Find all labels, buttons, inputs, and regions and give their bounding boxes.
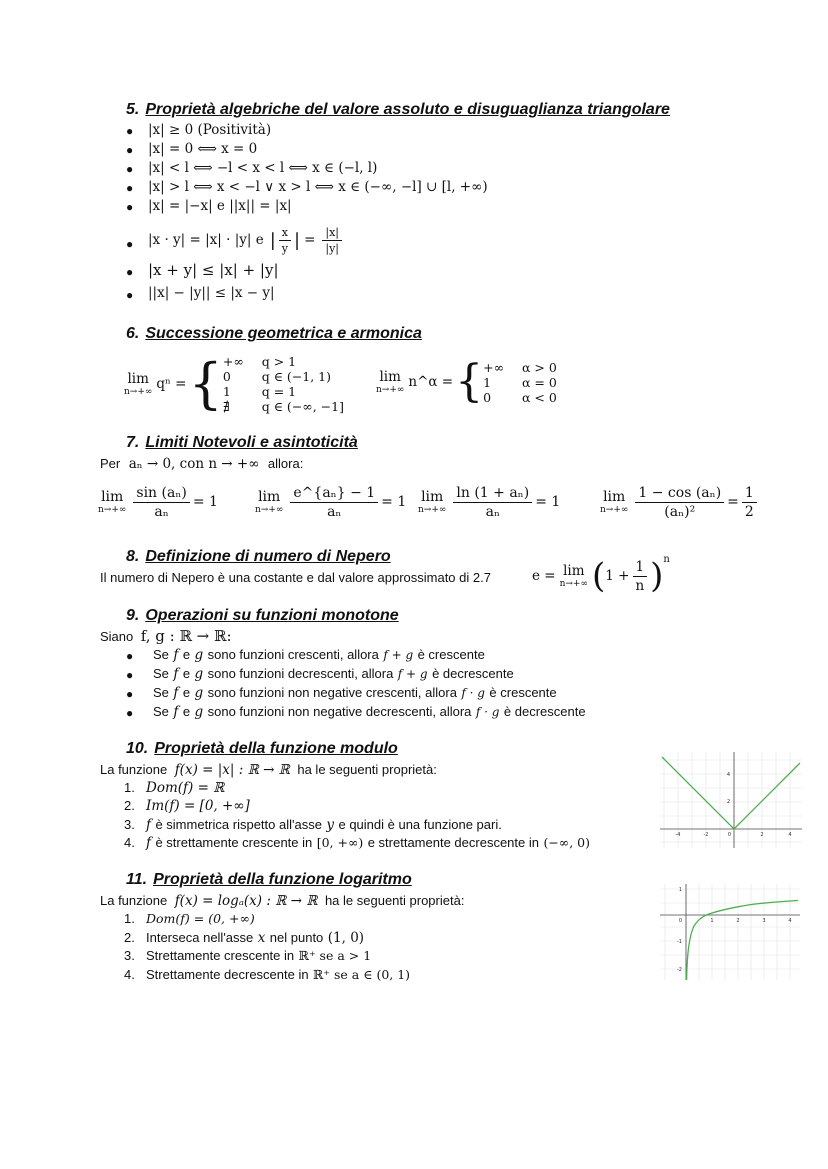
lim-operator bbox=[600, 489, 628, 515]
section-5-title bbox=[126, 101, 670, 119]
s5-item-8: ||x| − |y|| ≤ |x − y| bbox=[148, 285, 275, 301]
s7-intro-b: allora: bbox=[267, 456, 304, 471]
tick-x: 0 bbox=[678, 918, 682, 924]
s5-item-3: |x| < l ⟺ −l < x < l ⟺ x ∈ (−l, l) bbox=[148, 160, 378, 176]
s6-arm-expr: n^α = bbox=[408, 374, 454, 390]
tick-y: 4 bbox=[726, 772, 730, 778]
math: ℝ⁺ se a ∈ (0, 1) bbox=[313, 967, 411, 982]
s5-frac-den: y bbox=[281, 241, 288, 255]
text: è decrescente bbox=[503, 704, 586, 719]
text: è crescente bbox=[417, 647, 485, 662]
lim-sub: n→+∞ bbox=[559, 579, 588, 589]
s5-frac-abs-den: |y| bbox=[325, 241, 340, 255]
lim-sub: n→+∞ bbox=[418, 505, 447, 515]
s8-text: Il numero di Nepero è una costante e dal valore approssimato di 2.7 bbox=[100, 570, 491, 585]
s7-intro-math: aₙ → 0, con n → +∞ bbox=[128, 456, 260, 472]
math-f: f bbox=[173, 685, 179, 701]
s7-frac-exp bbox=[290, 485, 378, 520]
list-number: 4. bbox=[124, 835, 135, 850]
section-5-heading: Proprietà algebriche del valore assoluto e disuguaglianza triangolare bbox=[145, 101, 670, 118]
s5-item-5: |x| = |−x| e ||x|| = |x| bbox=[148, 198, 292, 214]
s8-frac bbox=[632, 559, 647, 594]
s7-frac-cos bbox=[635, 485, 724, 520]
lim-sub: n→+∞ bbox=[255, 505, 284, 515]
s11-intro bbox=[100, 892, 464, 910]
s9-item-3 bbox=[153, 684, 557, 702]
frac-num: sin (aₙ) bbox=[133, 485, 189, 503]
lim-label: lim bbox=[379, 369, 401, 385]
s6-geo-cases bbox=[223, 354, 350, 414]
section-9-number: 9. bbox=[126, 607, 140, 624]
s5-item-6: |x · y| = |x| · |y| e | $\frac{x}{y}$ | = $\frac{|x|}{|y|}$ bbox=[148, 222, 345, 258]
section-9-heading: Operazioni su funzioni monotone bbox=[145, 607, 399, 624]
bullet: ● bbox=[126, 687, 134, 701]
bullet: ● bbox=[126, 649, 134, 663]
s5-frac-abs-num: |x| bbox=[322, 226, 342, 241]
frac-den: n bbox=[635, 577, 645, 594]
bullet: ● bbox=[126, 265, 134, 279]
section-10-number: 10. bbox=[126, 740, 149, 757]
s7-limit-sin bbox=[98, 478, 218, 526]
s6-arm-cases bbox=[483, 360, 563, 405]
lim-operator bbox=[560, 563, 588, 589]
section-5-number: 5. bbox=[126, 101, 140, 118]
math-f: f bbox=[173, 647, 179, 663]
text: e bbox=[182, 704, 191, 719]
case-value: 0 bbox=[483, 389, 492, 405]
lim-sub: n→+∞ bbox=[124, 387, 153, 397]
lim-operator bbox=[124, 371, 152, 397]
frac-den: aₙ bbox=[485, 503, 500, 520]
limit-result: = 1 bbox=[192, 494, 218, 510]
e-equals: e = bbox=[532, 568, 556, 584]
s11-intro-b: ha le seguenti proprietà: bbox=[324, 893, 465, 908]
lim-operator bbox=[376, 369, 404, 395]
s6-geo-expr: qⁿ = bbox=[156, 376, 187, 392]
bullet: ● bbox=[126, 237, 134, 251]
s10-item-4 bbox=[124, 834, 590, 852]
list-number: 3. bbox=[124, 948, 135, 963]
lim-label: lim bbox=[258, 489, 281, 505]
text: è decrescente bbox=[432, 666, 514, 681]
frac-num: e^{aₙ} − 1 bbox=[290, 485, 378, 503]
math: y bbox=[326, 817, 335, 833]
section-7-heading: Limiti Notevoli e asintoticità bbox=[145, 434, 358, 451]
s5-frac-num: x bbox=[279, 226, 291, 241]
case-cond: q ∈ (−∞, −1] bbox=[261, 399, 344, 414]
text: Se bbox=[153, 666, 169, 681]
s10-intro-a: La funzione bbox=[100, 762, 168, 777]
tick-x: 4 bbox=[788, 832, 792, 838]
exponent: n bbox=[663, 554, 670, 565]
frac-num: 1 bbox=[633, 559, 648, 577]
case-cond: α < 0 bbox=[522, 389, 557, 405]
left-brace: { bbox=[455, 356, 484, 407]
tick-y: 2 bbox=[726, 799, 730, 805]
s11-item-1 bbox=[124, 910, 255, 928]
bullet: ● bbox=[126, 200, 134, 214]
tick-y: -1 bbox=[677, 939, 682, 945]
section-11-heading: Proprietà della funzione logaritmo bbox=[153, 871, 412, 888]
case-cond: q = 1 bbox=[261, 384, 297, 399]
text: Strettamente crescente in bbox=[146, 948, 295, 963]
s10-item-2 bbox=[124, 797, 250, 815]
bullet: ● bbox=[126, 706, 134, 720]
bullet: ● bbox=[126, 124, 134, 138]
s5-fraction-abs bbox=[322, 226, 342, 255]
math: (−∞, 0) bbox=[543, 835, 590, 850]
list-number: 4. bbox=[124, 967, 135, 982]
s5-product-rule: |x · y| = |x| · |y| e bbox=[148, 232, 264, 248]
text: sono funzioni crescenti, allora bbox=[207, 647, 379, 662]
s9-intro-math: f, g : ℝ → ℝ: bbox=[140, 627, 232, 645]
lim-operator bbox=[255, 489, 283, 515]
tick-y: -2 bbox=[677, 967, 682, 973]
lim-operator bbox=[418, 489, 446, 515]
math: x bbox=[257, 930, 266, 946]
math-g: g bbox=[194, 666, 204, 682]
tick-x: 1 bbox=[710, 918, 714, 924]
tick-x: 0 bbox=[727, 832, 731, 838]
s6-harmonic-limit bbox=[376, 354, 563, 410]
case-cond: α = 0 bbox=[522, 374, 557, 390]
case-value: 1 bbox=[222, 384, 231, 399]
section-6-title bbox=[126, 325, 422, 343]
section-10-heading: Proprietà della funzione modulo bbox=[154, 740, 398, 757]
text: e quindi è una funzione pari. bbox=[338, 817, 502, 832]
text: sono funzioni non negative crescenti, allora bbox=[207, 685, 457, 700]
case-value: +∞ bbox=[222, 354, 244, 369]
math-f: f bbox=[173, 666, 179, 682]
s5-item-4: |x| > l ⟺ x < −l ∨ x > l ⟺ x ∈ (−∞, −l] ∪ [l, +∞) bbox=[148, 179, 488, 195]
bullet: ● bbox=[126, 668, 134, 682]
s10-item-3 bbox=[124, 816, 502, 834]
math: Im(f) = [0, +∞] bbox=[146, 798, 250, 814]
text: Interseca nell'asse bbox=[146, 930, 254, 945]
s11-intro-math: f(x) = logₐ(x) : ℝ → ℝ bbox=[174, 893, 318, 909]
frac-den: (aₙ)² bbox=[664, 503, 696, 520]
s10-intro-b: ha le seguenti proprietà: bbox=[297, 762, 437, 777]
s8-nepero-formula: e = lim n→+∞ ( 1 + $\frac{1}{n}$ ) n bbox=[532, 554, 670, 596]
math-op: f + g bbox=[383, 648, 414, 662]
frac-num: 1 bbox=[742, 485, 757, 503]
math: f bbox=[146, 835, 151, 851]
limit-result: = 1 bbox=[381, 494, 407, 510]
frac-num: 1 − cos (aₙ) bbox=[635, 485, 724, 503]
tick-x: 3 bbox=[762, 918, 766, 924]
section-8-title bbox=[126, 548, 391, 566]
text: sono funzioni non negative decrescenti, allora bbox=[207, 704, 472, 719]
lim-sub: n→+∞ bbox=[376, 385, 405, 395]
s10-item-1 bbox=[124, 779, 224, 797]
s9-item-2 bbox=[153, 665, 514, 683]
s9-intro bbox=[100, 627, 232, 646]
section-11-title bbox=[126, 871, 412, 889]
list-number: 1. bbox=[124, 780, 135, 795]
math: Dom(f) = (0, +∞) bbox=[146, 911, 255, 926]
s5-item-2: |x| = 0 ⟺ x = 0 bbox=[148, 141, 258, 157]
s11-item-2 bbox=[124, 929, 364, 947]
math: [0, +∞) bbox=[316, 835, 364, 850]
text: e bbox=[182, 666, 191, 681]
section-7-number: 7. bbox=[126, 434, 140, 451]
lim-operator bbox=[98, 489, 126, 515]
math-op: f + g bbox=[397, 667, 428, 681]
text: Se bbox=[153, 685, 169, 700]
tick-x: 2 bbox=[760, 832, 764, 838]
section-7-title bbox=[126, 434, 358, 452]
limit-result: = bbox=[727, 494, 739, 510]
text: e strettamente decrescente in bbox=[367, 835, 539, 850]
section-8-number: 8. bbox=[126, 548, 140, 565]
case-value: ∄ bbox=[222, 399, 230, 414]
tick-y: 1 bbox=[678, 887, 682, 893]
case-cond: α > 0 bbox=[522, 359, 557, 375]
s7-intro-a: Per bbox=[100, 456, 121, 471]
case-cond: q ∈ (−1, 1) bbox=[261, 369, 332, 384]
logarithm-function-graph bbox=[660, 884, 800, 980]
text: e bbox=[182, 685, 191, 700]
text: e bbox=[182, 647, 191, 662]
text: Se bbox=[153, 704, 169, 719]
frac-den: aₙ bbox=[327, 503, 342, 520]
frac-num: ln (1 + aₙ) bbox=[453, 485, 532, 503]
left-brace: { bbox=[188, 352, 223, 415]
section-11-number: 11. bbox=[126, 871, 148, 888]
math-f: f bbox=[173, 704, 179, 720]
lim-label: lim bbox=[563, 563, 585, 579]
text: nel punto bbox=[269, 930, 324, 945]
list-number: 2. bbox=[124, 798, 135, 813]
tick-x: -2 bbox=[703, 832, 709, 838]
lim-sub: n→+∞ bbox=[98, 505, 127, 515]
section-8-heading: Definizione di numero di Nepero bbox=[145, 548, 391, 565]
s10-intro-math: f(x) = |x| : ℝ → ℝ bbox=[174, 762, 290, 778]
case-value: 0 bbox=[222, 369, 231, 384]
text: è simmetrica rispetto all'asse bbox=[155, 817, 322, 832]
lim-label: lim bbox=[127, 371, 149, 387]
s5-item-7: |x + y| ≤ |x| + |y| bbox=[148, 261, 279, 279]
frac-den: aₙ bbox=[154, 503, 169, 520]
graph-background bbox=[660, 884, 800, 980]
bullet: ● bbox=[126, 288, 134, 302]
list-number: 2. bbox=[124, 930, 135, 945]
text: sono funzioni decrescenti, allora bbox=[207, 666, 394, 681]
s9-item-4 bbox=[153, 703, 586, 721]
lim-label: lim bbox=[101, 489, 124, 505]
case-cond: q > 1 bbox=[261, 354, 297, 369]
list-number: 1. bbox=[124, 911, 135, 926]
lim-label: lim bbox=[421, 489, 444, 505]
s6-geometric-limit bbox=[124, 348, 350, 420]
s7-frac-sin bbox=[133, 485, 189, 520]
math-op: f · g bbox=[475, 705, 500, 719]
case-value: 1 bbox=[483, 374, 492, 390]
frac-den: 2 bbox=[744, 503, 754, 520]
math: f bbox=[146, 817, 151, 833]
s10-intro bbox=[100, 761, 437, 779]
s7-limit-exp bbox=[255, 478, 406, 526]
text: Strettamente decrescente in bbox=[146, 967, 309, 982]
limit-result: = 1 bbox=[535, 494, 561, 510]
s7-limit-ln bbox=[418, 478, 560, 526]
math-g: g bbox=[194, 647, 204, 663]
list-number: 3. bbox=[124, 817, 135, 832]
graph-background bbox=[660, 752, 802, 848]
tick-x: 2 bbox=[736, 918, 740, 924]
math: (1, 0) bbox=[327, 930, 365, 946]
s9-item-1 bbox=[153, 646, 485, 664]
math-g: g bbox=[194, 685, 204, 701]
s7-intro bbox=[100, 455, 303, 473]
text: è crescente bbox=[489, 685, 557, 700]
math: ℝ⁺ se a > 1 bbox=[298, 948, 372, 963]
section-9-title bbox=[126, 607, 399, 625]
s7-frac-ln bbox=[453, 485, 532, 520]
bullet: ● bbox=[126, 181, 134, 195]
s11-item-3 bbox=[124, 947, 371, 965]
section-6-number: 6. bbox=[126, 325, 140, 342]
math: Dom(f) = ℝ bbox=[146, 780, 225, 796]
paren-content: 1 + bbox=[605, 568, 630, 584]
s11-intro-a: La funzione bbox=[100, 893, 168, 908]
s5-fraction-xy bbox=[279, 226, 291, 255]
lim-label: lim bbox=[603, 489, 626, 505]
case-value: +∞ bbox=[483, 359, 505, 375]
s11-item-4 bbox=[124, 966, 410, 984]
text: è strettamente crescente in bbox=[155, 835, 313, 850]
bullet: ● bbox=[126, 143, 134, 157]
tick-x: 4 bbox=[788, 918, 792, 924]
tick-x: -4 bbox=[675, 832, 681, 838]
math-op: f · g bbox=[461, 686, 485, 700]
math-g: g bbox=[194, 704, 204, 720]
section-10-title bbox=[126, 740, 398, 758]
s9-intro-a: Siano bbox=[100, 629, 134, 644]
s7-frac-half bbox=[742, 485, 757, 520]
bullet: ● bbox=[126, 162, 134, 176]
s5-item-1: |x| ≥ 0 (Positività) bbox=[148, 122, 272, 138]
lim-sub: n→+∞ bbox=[600, 505, 629, 515]
s7-limit-cos bbox=[600, 478, 760, 526]
text: Se bbox=[153, 647, 169, 662]
section-6-heading: Successione geometrica e armonica bbox=[145, 325, 422, 342]
modulus-function-graph bbox=[660, 752, 802, 848]
